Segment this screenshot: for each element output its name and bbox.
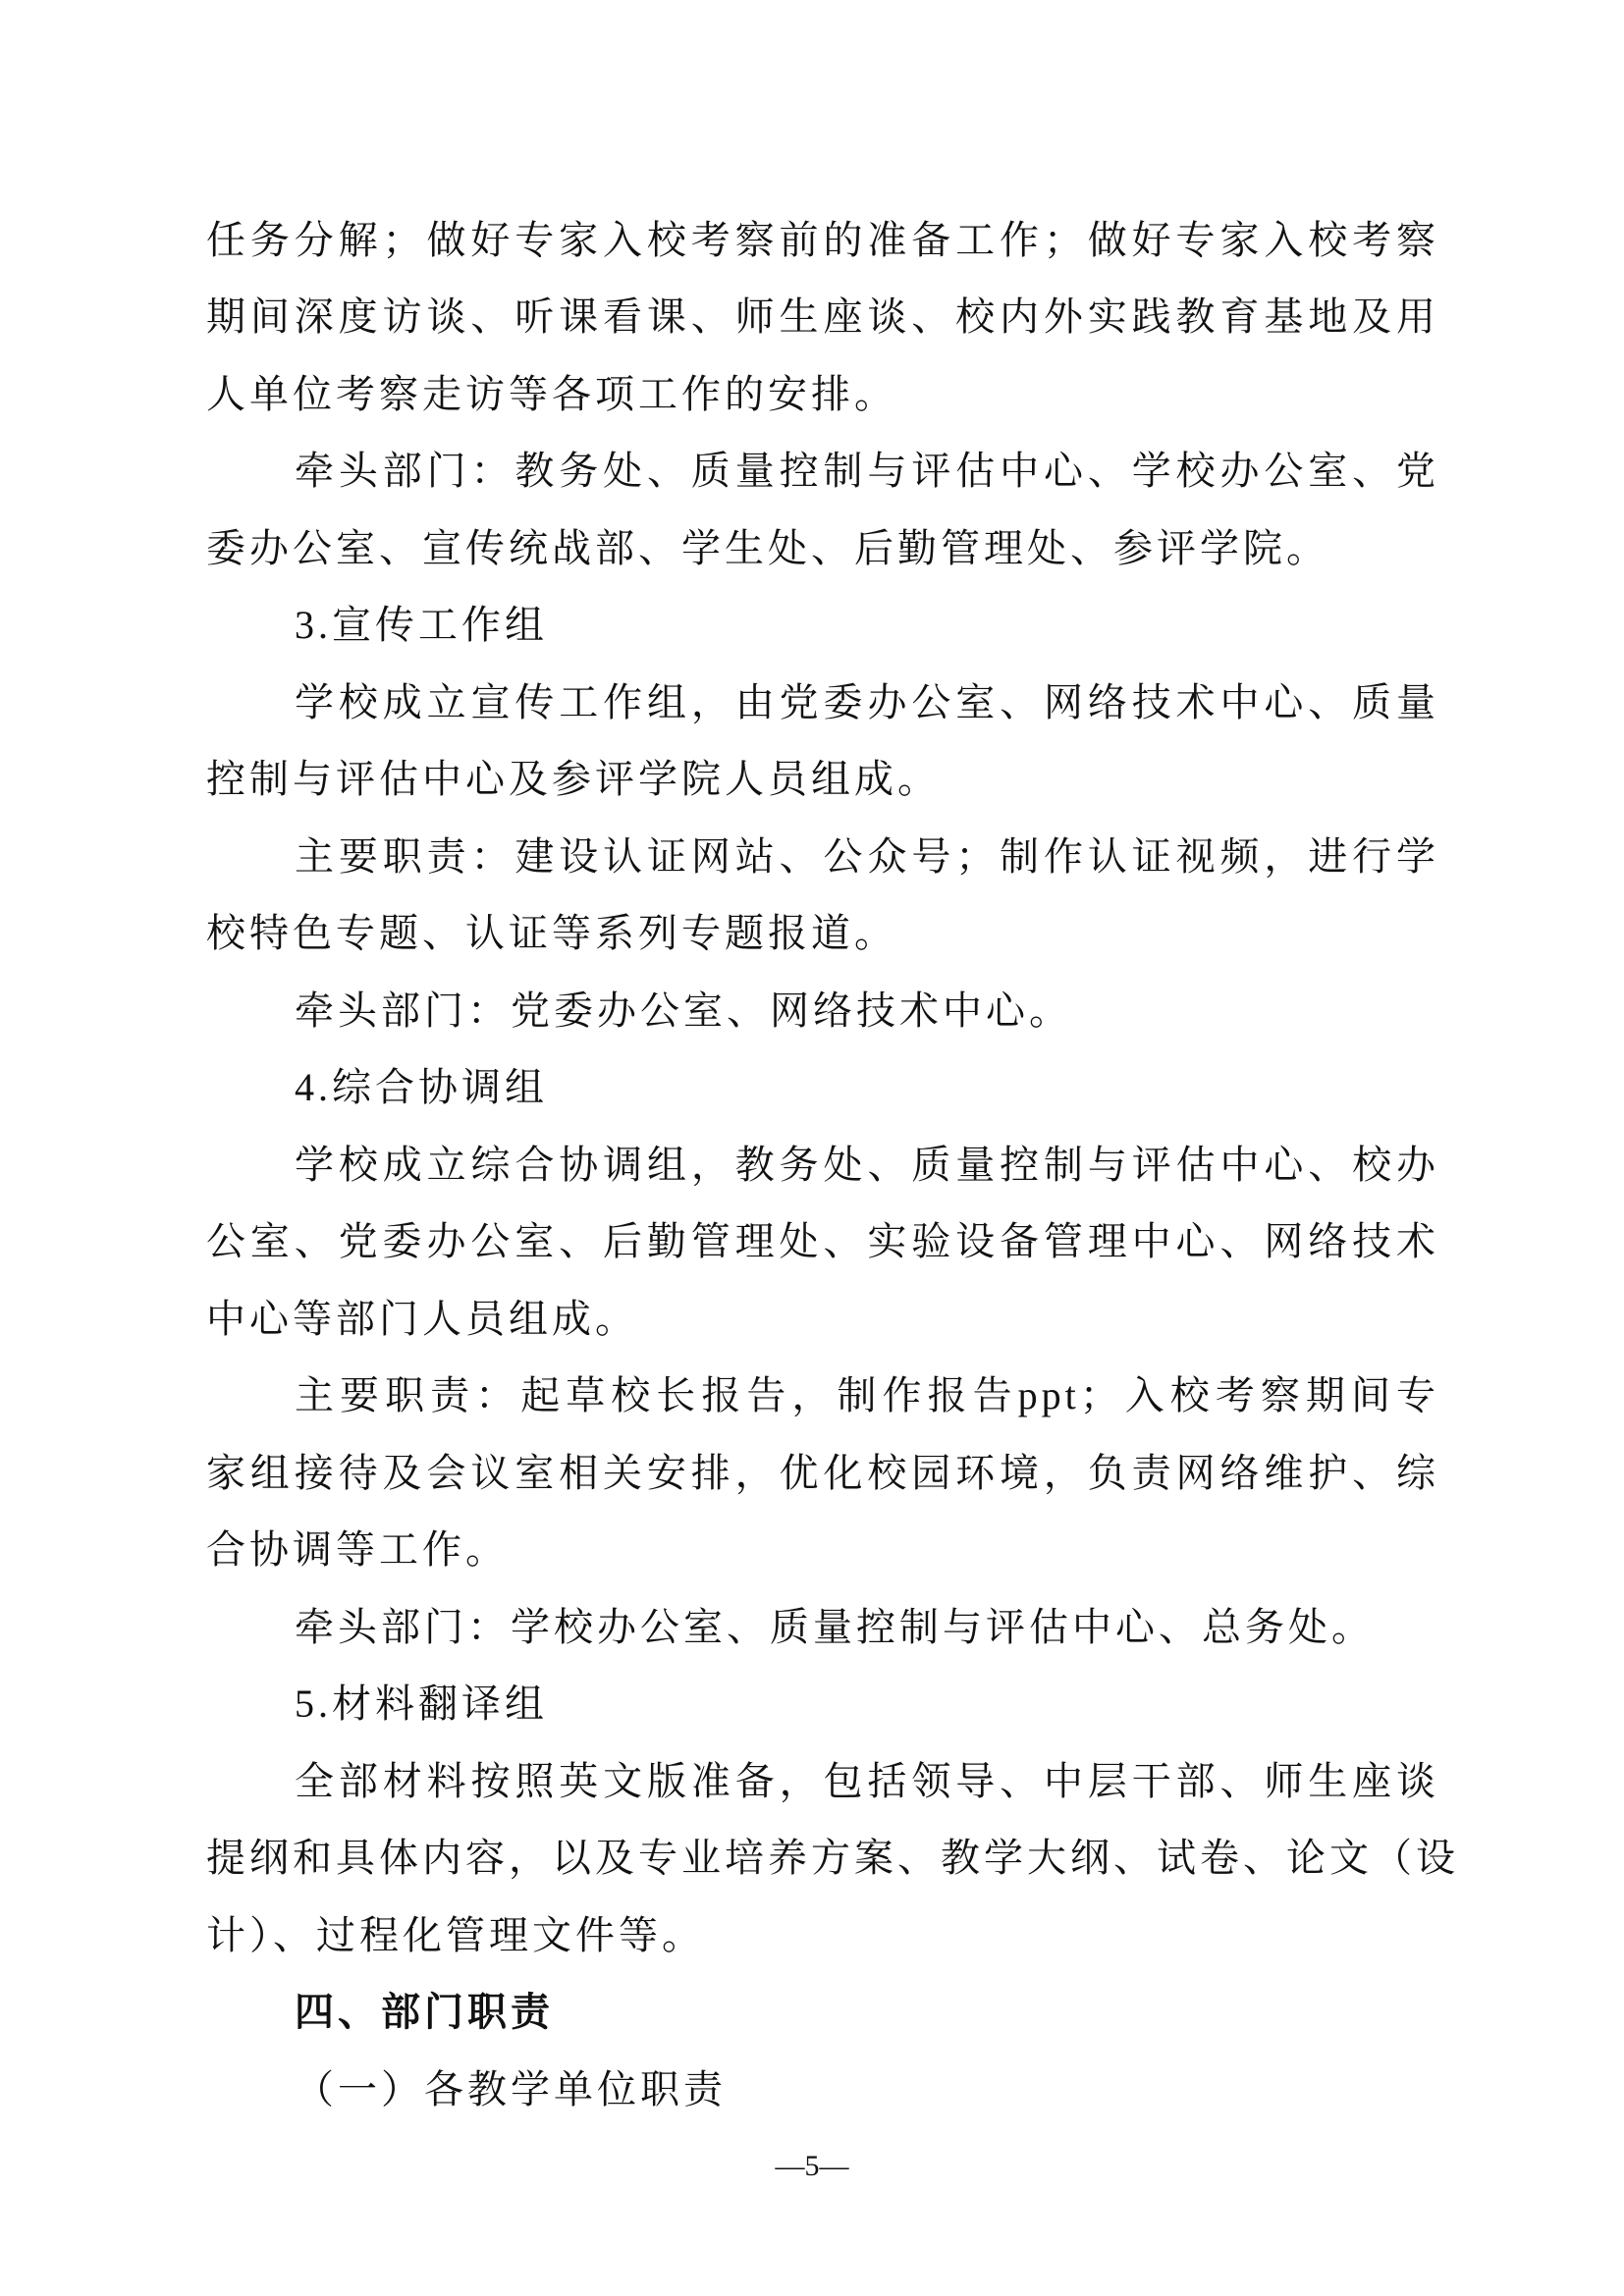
- paragraph-line: 牵头部门：教务处、质量控制与评估中心、学校办公室、党: [295, 449, 1439, 493]
- paragraph-line: 人单位考察走访等各项工作的安排。: [206, 372, 897, 416]
- paragraph-line: 中心等部门人员组成。: [206, 1297, 638, 1341]
- section-heading: 3.宣传工作组: [295, 603, 548, 647]
- subsection-heading: （一）各教学单位职责: [295, 2067, 727, 2111]
- paragraph-line: 牵头部门：党委办公室、网络技术中心。: [295, 988, 1072, 1033]
- paragraph-line: 全部材料按照英文版准备，包括领导、中层干部、师生座谈: [295, 1759, 1439, 1803]
- paragraph-line: 校特色专题、认证等系列专题报道。: [206, 911, 897, 955]
- paragraph-line: 公室、党委办公室、后勤管理处、实验设备管理中心、网络技术: [206, 1219, 1439, 1263]
- paragraph-line: 学校成立宣传工作组，由党委办公室、网络技术中心、质量: [295, 680, 1439, 724]
- page-number: —5—: [775, 2150, 849, 2182]
- paragraph-line: 学校成立综合协调组，教务处、质量控制与评估中心、校办: [295, 1143, 1439, 1187]
- paragraph-line: 委办公室、宣传统战部、学生处、后勤管理处、参评学院。: [206, 526, 1329, 570]
- paragraph-line: 计）、过程化管理文件等。: [206, 1913, 705, 1957]
- paragraph-line: 牵头部门：学校办公室、质量控制与评估中心、总务处。: [295, 1605, 1375, 1649]
- paragraph-line: 任务分解；做好专家入校考察前的准备工作；做好专家入校考察: [206, 218, 1439, 262]
- paragraph-line: 控制与评估中心及参评学院人员组成。: [206, 757, 941, 801]
- chapter-heading: 四、部门职责: [295, 1990, 554, 2034]
- paragraph-line: 主要职责：建设认证网站、公众号；制作认证视频，进行学: [295, 834, 1439, 879]
- section-heading: 4.综合协调组: [295, 1065, 548, 1109]
- paragraph-line: 提纲和具体内容，以及专业培养方案、教学大纲、试卷、论文（设: [206, 1836, 1459, 1880]
- paragraph-line: 主要职责：起草校长报告，制作报告ppt；入校考察期间专: [295, 1373, 1439, 1417]
- paragraph-line: 期间深度访谈、听课看课、师生座谈、校内外实践教育基地及用: [206, 294, 1439, 339]
- paragraph-line: 家组接待及会议室相关安排，优化校园环境，负责网络维护、综: [206, 1451, 1439, 1495]
- section-heading: 5.材料翻译组: [295, 1682, 548, 1726]
- paragraph-line: 合协调等工作。: [206, 1527, 509, 1572]
